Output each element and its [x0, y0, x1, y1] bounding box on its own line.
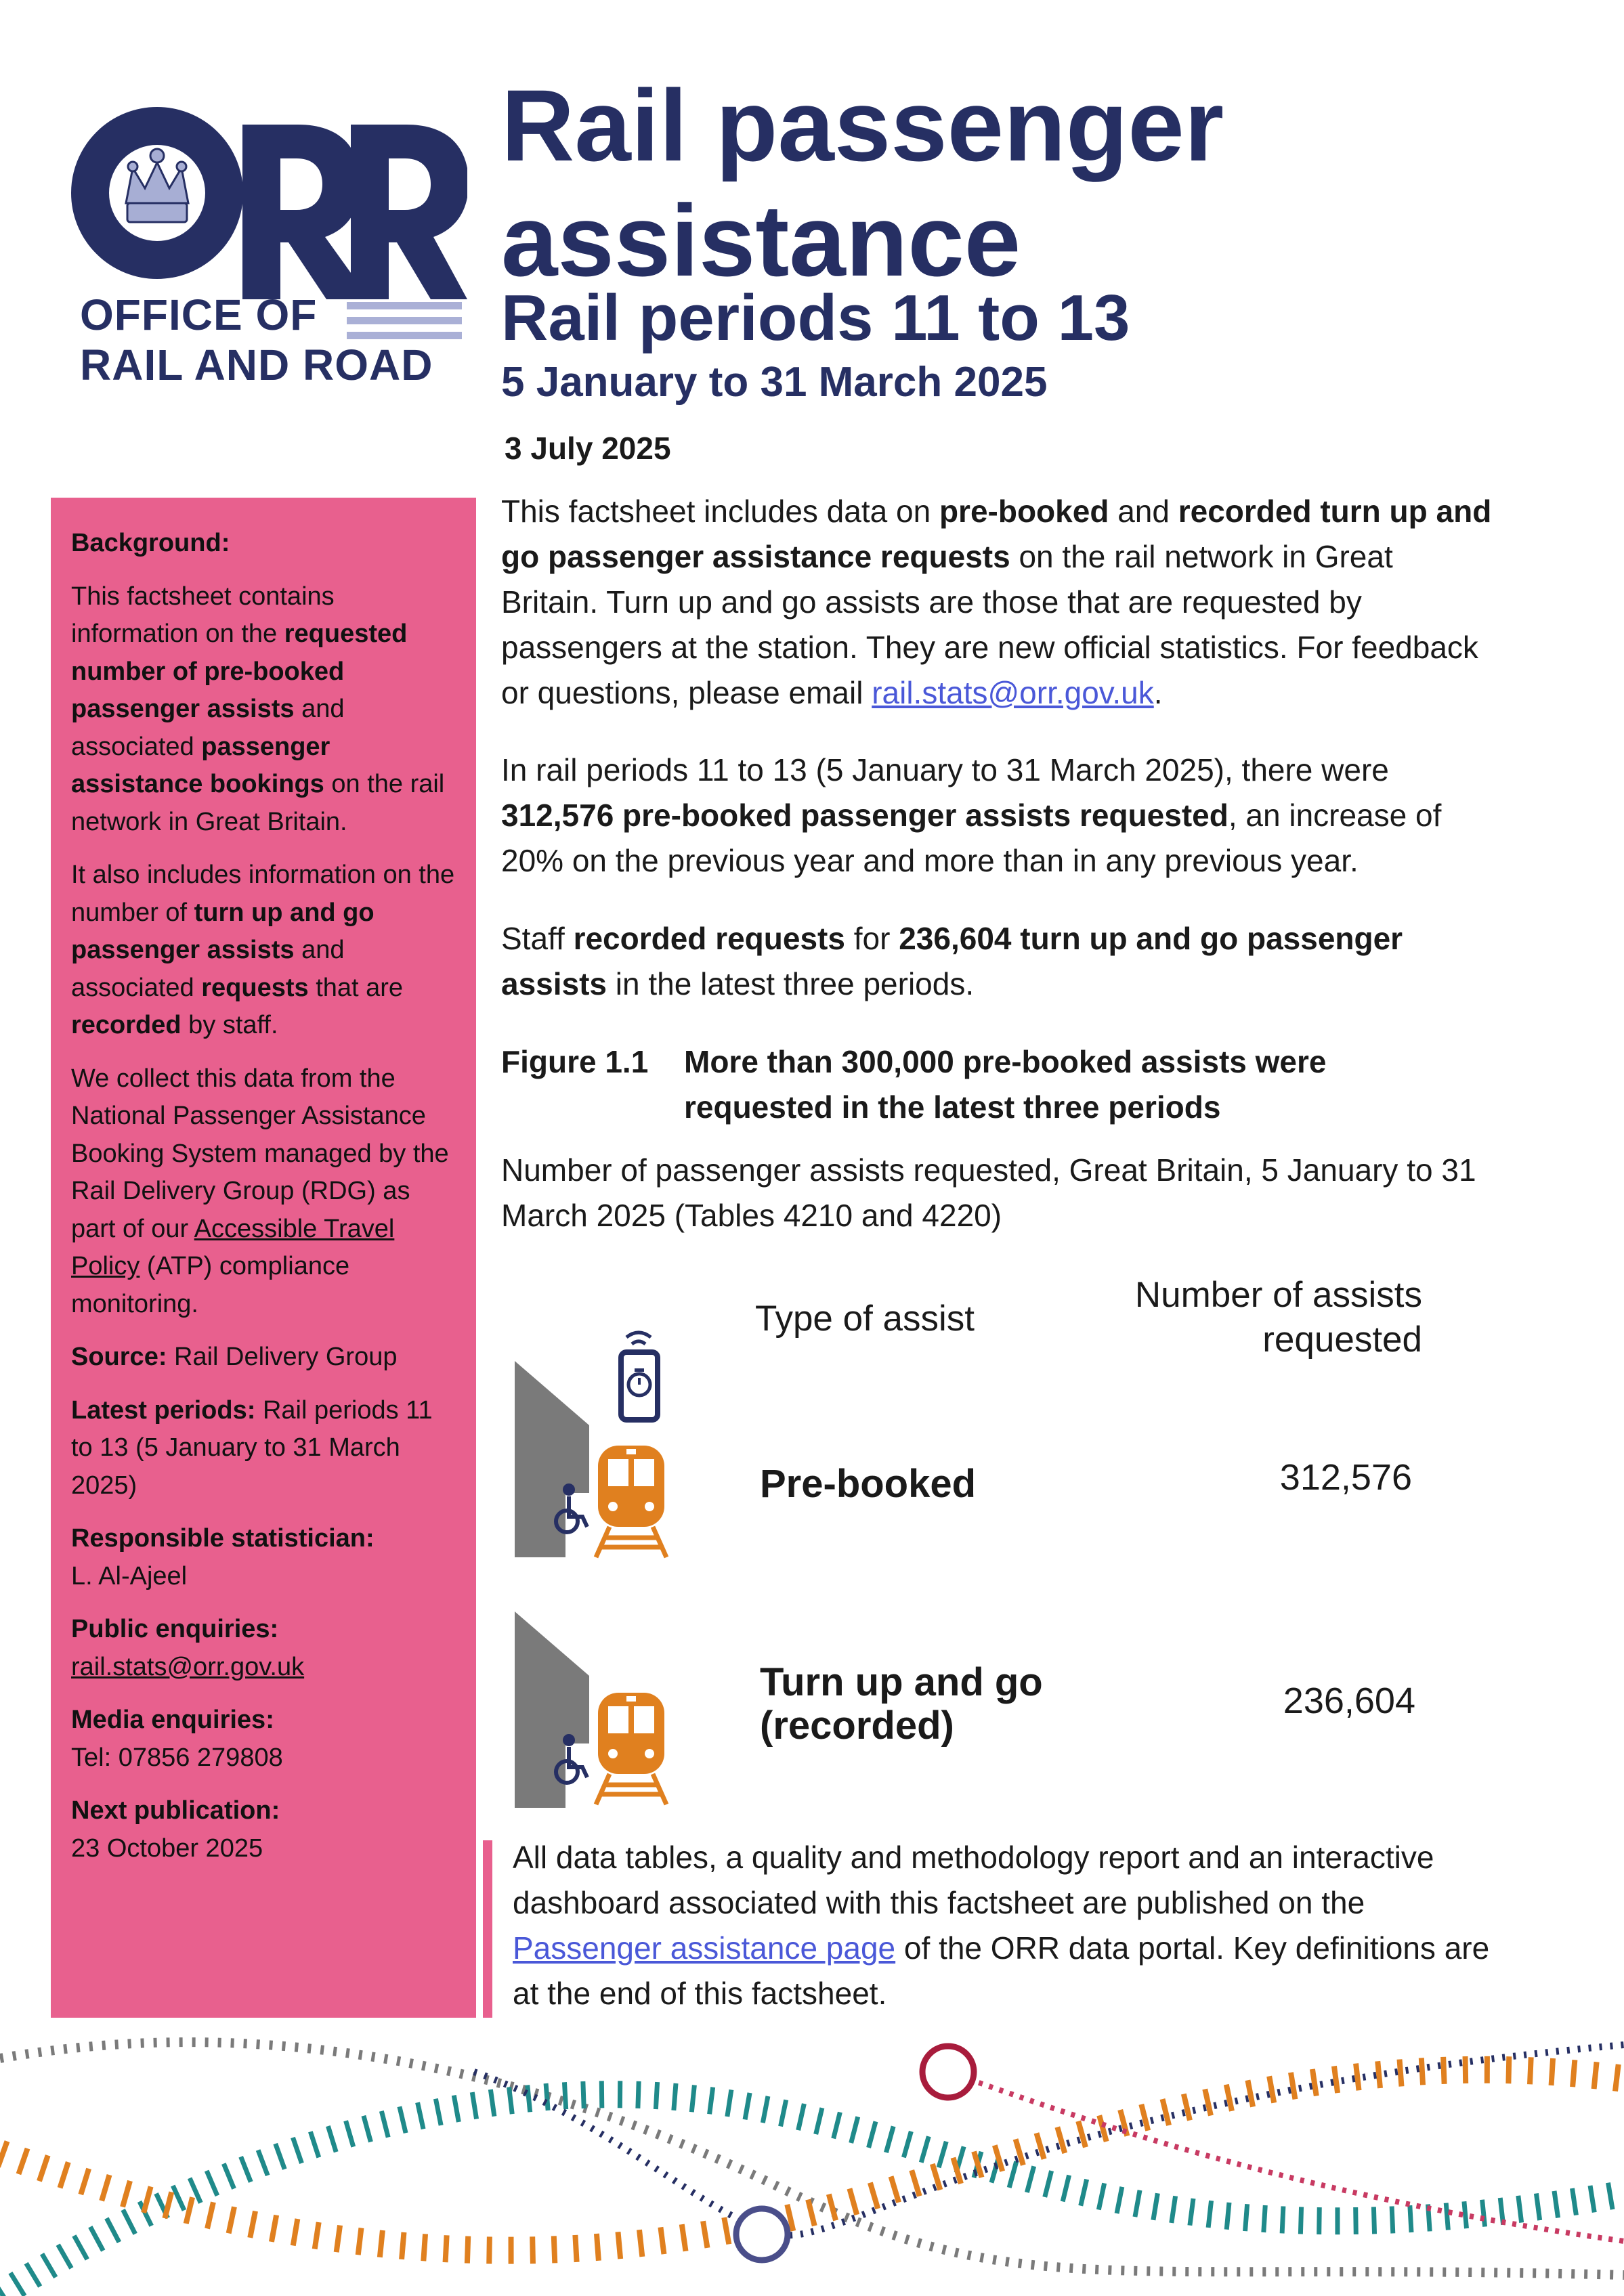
bold-text: requests	[201, 973, 309, 1002]
decor-track-navy-dots	[474, 2045, 1624, 2235]
text: This factsheet contains information on the	[71, 582, 335, 648]
text: on the rail network in Great Britain. Turn up and go assists are those that are requested by passengers at the station. They are new official statistics. For feedback or questions, please email	[501, 539, 1478, 710]
logo-line2: RAIL AND ROAD	[80, 341, 433, 389]
date-range: 5 January to 31 March 2025	[501, 359, 1048, 406]
train-icon	[596, 1446, 666, 1557]
platform-shape	[515, 1611, 589, 1808]
text: and associated	[71, 695, 345, 761]
column-header-count	[1056, 1273, 1422, 1362]
bold-text: recorded turn up and go passenger assistance requests	[501, 494, 1492, 574]
text: on the rail network in Great Britain.	[71, 770, 445, 836]
column-header-type: Type of assist	[755, 1299, 975, 1339]
crown-icon	[126, 149, 188, 222]
media-enquiries-block	[71, 1702, 456, 1777]
bold-text: turn up and go passenger assists	[71, 898, 375, 964]
public-label: Public enquiries:	[71, 1615, 279, 1643]
bold-text: recorded	[71, 1011, 181, 1039]
text: All data tables, a quality and methodology report and an interactive dashboard associated with this factsheet are published on the	[513, 1840, 1434, 1920]
logo-r2	[351, 125, 467, 299]
text: Staff	[501, 921, 574, 956]
public-enquiries-block	[71, 1611, 456, 1686]
decorative-track-pattern	[0, 2018, 1624, 2296]
text: and associated	[71, 936, 345, 1002]
note-accent-bar	[483, 1840, 492, 2018]
col-count-line2: requested	[1262, 1320, 1422, 1360]
figure-number: Figure 1.1	[501, 1044, 649, 1079]
public-email-link[interactable]: rail.stats@orr.gov.uk	[71, 1652, 305, 1681]
sidebar-paragraph-3	[71, 1060, 456, 1324]
logo-bar	[347, 332, 462, 339]
bold-text: pre-booked	[939, 494, 1109, 529]
logo-bar	[347, 302, 462, 309]
text: It also includes information on the number of	[71, 861, 455, 927]
bold-text: passenger assistance bookings	[71, 732, 330, 798]
sidebar-paragraph-2	[71, 857, 456, 1045]
row-value-pre-booked: 312,576	[1279, 1457, 1412, 1498]
statistician-label: Responsible statistician:	[71, 1524, 375, 1553]
next-value: 23 October 2025	[71, 1834, 263, 1863]
bold-text: requested number of pre-booked passenger assists	[71, 620, 408, 723]
media-label: Media enquiries:	[71, 1706, 274, 1734]
text: in the latest three periods.	[607, 966, 975, 1001]
logo-r1	[242, 125, 370, 299]
publication-date: 3 July 2025	[505, 431, 671, 466]
bold-text: recorded requests	[573, 921, 845, 956]
page-title	[501, 68, 1585, 298]
intro-paragraph-1	[501, 489, 1497, 716]
source-label: Source:	[71, 1343, 167, 1371]
text: for	[845, 921, 899, 956]
sidebar-paragraph-1	[71, 578, 456, 842]
next-label: Next publication:	[71, 1796, 280, 1825]
row-label-line2: (recorded)	[760, 1704, 954, 1748]
logo-bars	[347, 302, 462, 347]
title-line1: Rail passenger	[501, 68, 1224, 182]
latest-value: Rail periods 11 to 13 (5 January to 31 March 2025)	[71, 1395, 433, 1500]
text: by staff.	[181, 1011, 278, 1039]
statistician-block	[71, 1520, 456, 1595]
sidebar-panel	[51, 498, 476, 2018]
intro-paragraph-3	[501, 916, 1497, 1007]
phone-icon	[621, 1333, 658, 1420]
latest-label: Latest periods:	[71, 1395, 256, 1425]
media-value: Tel: 07856 279808	[71, 1743, 283, 1772]
pre-booked-illustration	[511, 1324, 687, 1561]
text: (ATP) compliance monitoring.	[71, 1252, 350, 1318]
text: In rail periods 11 to 13 (5 January to 31 March 2025), there were	[501, 752, 1389, 787]
row-label-turn-up-and-go	[760, 1661, 1043, 1748]
figure-title: More than 300,000 pre-booked assists were requested in the latest three periods	[684, 1044, 1327, 1125]
row-label-line1: Turn up and go	[760, 1660, 1043, 1704]
passenger-assistance-page-link[interactable]: Passenger assistance page	[513, 1930, 896, 1966]
intro-paragraph-2	[501, 748, 1497, 884]
statistician-value: L. Al-Ajeel	[71, 1561, 188, 1590]
turn-up-and-go-illustration	[511, 1608, 687, 1811]
background-heading: Background:	[71, 529, 230, 557]
source-line	[71, 1339, 456, 1377]
accessible-travel-policy-link[interactable]: Accessible Travel Policy	[71, 1214, 395, 1280]
train-icon	[596, 1693, 666, 1804]
next-publication-block	[71, 1792, 456, 1867]
page-subtitle: Rail periods 11 to 13	[501, 282, 1130, 354]
bold-text: 312,576 pre-booked passenger assists requested	[501, 798, 1228, 833]
latest-periods-line	[71, 1392, 456, 1505]
bold-text: 236,604 turn up and go passenger assists	[501, 921, 1403, 1001]
decor-ring-maroon	[922, 2046, 974, 2098]
text: We collect this data from the National Passenger Assistance Booking System managed by the Rail Delivery Group (RDG) as part of our	[71, 1064, 449, 1243]
footer-note	[513, 1835, 1508, 2016]
text: and	[1109, 494, 1178, 529]
text: of the ORR data portal. Key definitions are at the end of this factsheet.	[513, 1930, 1490, 2011]
decor-track-teal	[0, 2094, 1624, 2295]
text: that are	[308, 973, 404, 1002]
text: , an increase of 20% on the previous year and more than in any previous year.	[501, 798, 1442, 878]
text: This factsheet includes data on	[501, 494, 939, 529]
text: .	[1153, 675, 1163, 710]
decor-ring-navy	[736, 2209, 788, 2260]
row-value-turn-up-and-go: 236,604	[1283, 1681, 1415, 1721]
platform-shape	[515, 1361, 589, 1557]
title-line2: assistance	[501, 183, 1021, 297]
logo-line1: OFFICE OF	[80, 290, 318, 339]
row-label-pre-booked: Pre-booked	[760, 1462, 977, 1506]
figure-description: Number of passenger assists requested, Great Britain, 5 January to 31 March 2025 (Tables 4210 and 4220)	[501, 1152, 1476, 1233]
email-link[interactable]: rail.stats@orr.gov.uk	[872, 675, 1154, 710]
col-count-line1: Number of assists	[1134, 1275, 1422, 1315]
logo-bar	[347, 317, 462, 324]
source-value: Rail Delivery Group	[167, 1343, 398, 1371]
